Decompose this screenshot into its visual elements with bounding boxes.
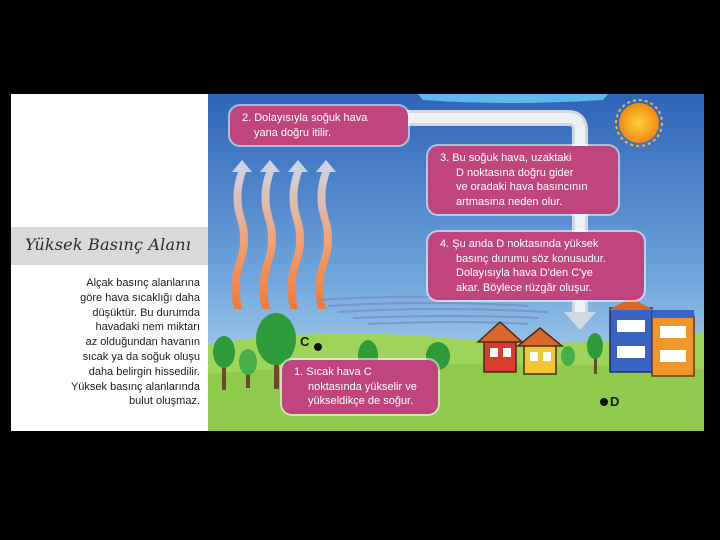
callout-line: Dolayısıyla hava D'den C'ye: [456, 267, 593, 279]
body-line: göre hava sıcaklığı daha: [80, 291, 200, 304]
slide-panel: [11, 94, 704, 431]
body-line: Alçak basınç alanlarına: [86, 277, 200, 289]
body-line: Yüksek basınç alanlarında: [70, 380, 200, 393]
callout-line: 4. Şu anda D noktasında yüksek: [440, 238, 599, 250]
callout-line: ve oradaki hava basıncının: [456, 181, 588, 193]
point-d-label: D: [610, 394, 620, 409]
building-orange: [652, 310, 694, 376]
callout-line: noktasında yükselir ve: [308, 380, 417, 393]
callout-step-1: [282, 360, 438, 414]
callout-line: artmasına neden olur.: [456, 195, 563, 208]
point-d-dot: [600, 398, 608, 406]
callout-step-3: [428, 146, 618, 214]
body-line: havadaki nem miktarı: [95, 321, 200, 334]
left-text-column: [11, 94, 208, 431]
callout-line: yana doğru itilir.: [254, 126, 332, 139]
callout-line: basınç durumu söz konusudur.: [456, 252, 606, 265]
callout-line: 2. Dolayısıyla soğuk hava: [242, 112, 368, 124]
callout-line: 1. Sıcak hava C: [294, 366, 372, 378]
pressure-diagram-scene: [208, 94, 704, 431]
point-c-dot: [314, 343, 322, 351]
body-line: az olduğundan havanın: [85, 336, 200, 349]
callout-line: D noktasına doğru gider: [456, 166, 574, 179]
building-blue: [608, 298, 654, 372]
body-line: bulut oluşmaz.: [129, 395, 200, 408]
callout-line: akar. Böylece rüzgâr oluşur.: [456, 281, 592, 294]
point-c-label: C: [300, 334, 310, 349]
body-line: düşüktür. Bu durumda: [92, 306, 200, 319]
section-body: [20, 276, 200, 409]
section-title-band: [11, 227, 208, 265]
callout-step-4: [428, 232, 644, 300]
callout-line: 3. Bu soğuk hava, uzaktaki: [440, 152, 572, 164]
body-line: daha belirgin hissedilir.: [88, 365, 200, 378]
body-line: sıcak ya da soğuk oluşu: [82, 350, 200, 363]
callout-step-2: [230, 106, 408, 145]
section-title: Yüksek Basınç Alanı: [25, 235, 192, 254]
callout-line: yükseldikçe de soğur.: [308, 395, 414, 407]
